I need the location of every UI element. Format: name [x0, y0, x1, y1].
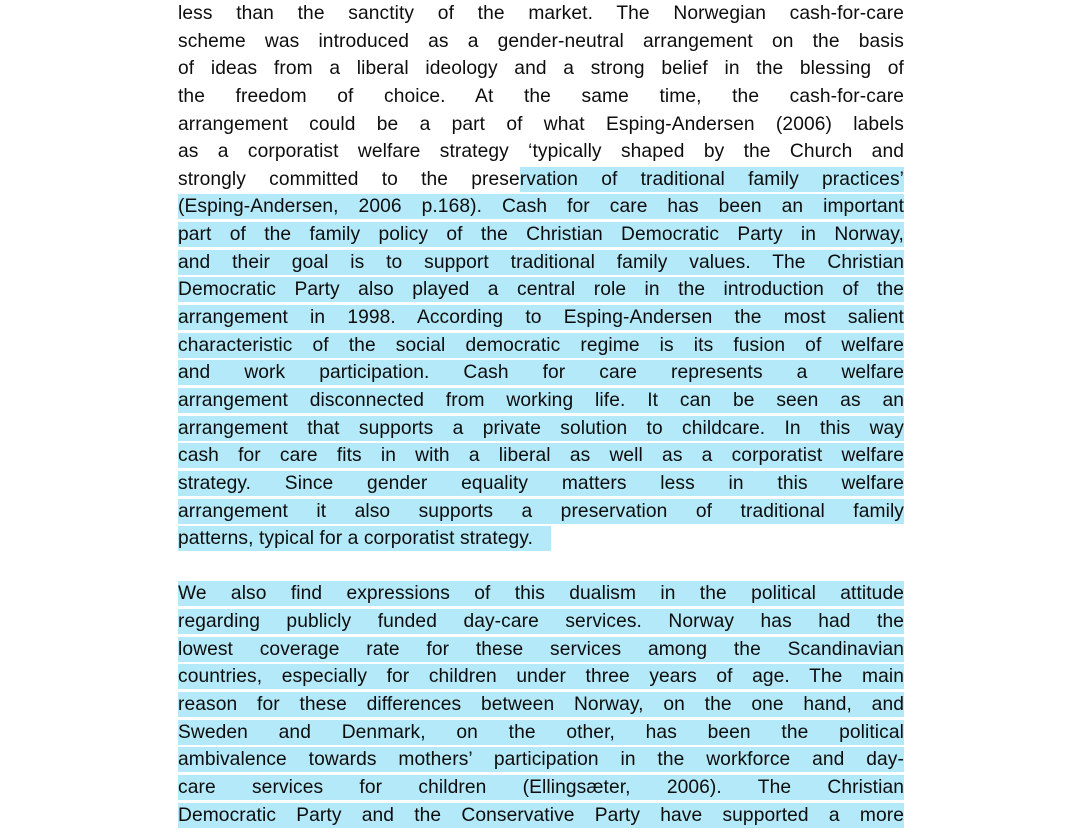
- text-line: [178, 774, 904, 802]
- text-line: [178, 580, 904, 608]
- text-line: [178, 636, 904, 664]
- text-line: [178, 55, 904, 83]
- highlighted-text-segment: arrangement disconnected from working life. It can be seen as an: [178, 389, 904, 411]
- text-line: [178, 746, 904, 774]
- text-line: [178, 221, 904, 249]
- highlighted-text-segment: and work participation. Cash for care represents a welfare: [178, 362, 904, 384]
- text-line: [178, 249, 904, 277]
- text-line: [178, 387, 904, 415]
- highlighted-text-segment: strategy. Since gender equality matters less in this welfare: [178, 472, 904, 494]
- highlighted-text-segment: Democratic Party also played a central role in the introduction of the: [178, 279, 904, 301]
- text-line: [178, 83, 904, 111]
- highlighted-text-segment: arrangement it also supports a preservation of traditional family: [178, 500, 904, 522]
- text-segment: less than the sanctity of the market. The Norwegian cash-for-care: [178, 3, 904, 24]
- highlighted-text-segment: regarding publicly funded day-care services. Norway has had the: [178, 611, 904, 633]
- text-line: [178, 0, 904, 28]
- text-segment: arrangement could be a part of what Esping-Andersen (2006) labels: [178, 113, 904, 135]
- highlighted-text-segment: characteristic of the social democratic regime is its fusion of welfare: [178, 334, 904, 356]
- text-line: [178, 138, 904, 166]
- highlighted-text-segment: Sweden and Denmark, on the other, has been the political: [178, 721, 904, 743]
- text-line: [178, 304, 904, 332]
- highlighted-text-segment: ambivalence towards mothers’ participation in the workforce and day-: [178, 749, 904, 771]
- highlighted-text-segment: reason for these differences between Norway, on the one hand, and: [178, 694, 904, 716]
- highlighted-text-segment: care services for children (Ellingsæter, 2006). The Christian: [178, 776, 904, 798]
- highlighted-text-segment: Democratic Party and the Conservative Party have supported a more: [178, 804, 904, 826]
- text-line: [178, 166, 904, 194]
- highlighted-text-segment: arrangement in 1998. According to Esping-Andersen the most salient: [178, 307, 904, 329]
- text-segment: as a corporatist welfare strategy ‘typically shaped by the Church and: [178, 141, 904, 163]
- paragraph: [178, 580, 904, 829]
- text-line: [178, 470, 904, 498]
- text-segment: the freedom of choice. At the same time, the cash-for-care: [178, 85, 904, 107]
- text-line: [178, 719, 904, 747]
- text-segment: of ideas from a liberal ideology and a strong belief in the blessing of: [178, 58, 904, 80]
- text-line: [178, 442, 904, 470]
- highlighted-text-segment: lowest coverage rate for these services among the Scandinavian: [178, 638, 904, 660]
- text-line: [178, 276, 904, 304]
- highlighted-text-segment: cash for care fits in with a liberal as well as a corporatist welfare: [178, 445, 904, 467]
- highlighted-text-segment: countries, especially for children under three years of age. The main: [178, 666, 904, 688]
- highlighted-text-segment: part of the family policy of the Christian Democratic Party in Norway,: [178, 224, 904, 246]
- highlighted-text-segment: patterns, typical for a corporatist strategy.: [178, 526, 551, 551]
- text-line: [178, 498, 904, 526]
- text-line: [178, 28, 904, 56]
- highlighted-text-segment: (Esping-Andersen, 2006 p.168). Cash for care has been an important: [178, 196, 904, 218]
- highlighted-text-segment: arrangement that supports a private solution to childcare. In this way: [178, 417, 904, 439]
- text-line: [178, 111, 904, 139]
- text-line: [178, 691, 904, 719]
- text-line: [178, 663, 904, 691]
- paragraph: [178, 0, 904, 553]
- highlighted-text-segment: and their goal is to support traditional family values. The Christian: [178, 251, 904, 273]
- text-line: [178, 608, 904, 636]
- highlighted-text-segment: rvation of traditional family practices’: [519, 168, 904, 190]
- text-line: [178, 193, 904, 221]
- text-segment: strongly committed to the prese: [178, 168, 520, 190]
- text-line: [178, 332, 904, 360]
- text-line: [178, 415, 904, 443]
- text-line: [178, 359, 904, 387]
- highlighted-text-segment: We also find expressions of this dualism in the political attitude: [178, 583, 904, 605]
- text-line: [178, 802, 904, 830]
- text-column: [178, 0, 904, 829]
- text-line: [178, 525, 904, 553]
- text-segment: scheme was introduced as a gender-neutral arrangement on the basis: [178, 30, 904, 52]
